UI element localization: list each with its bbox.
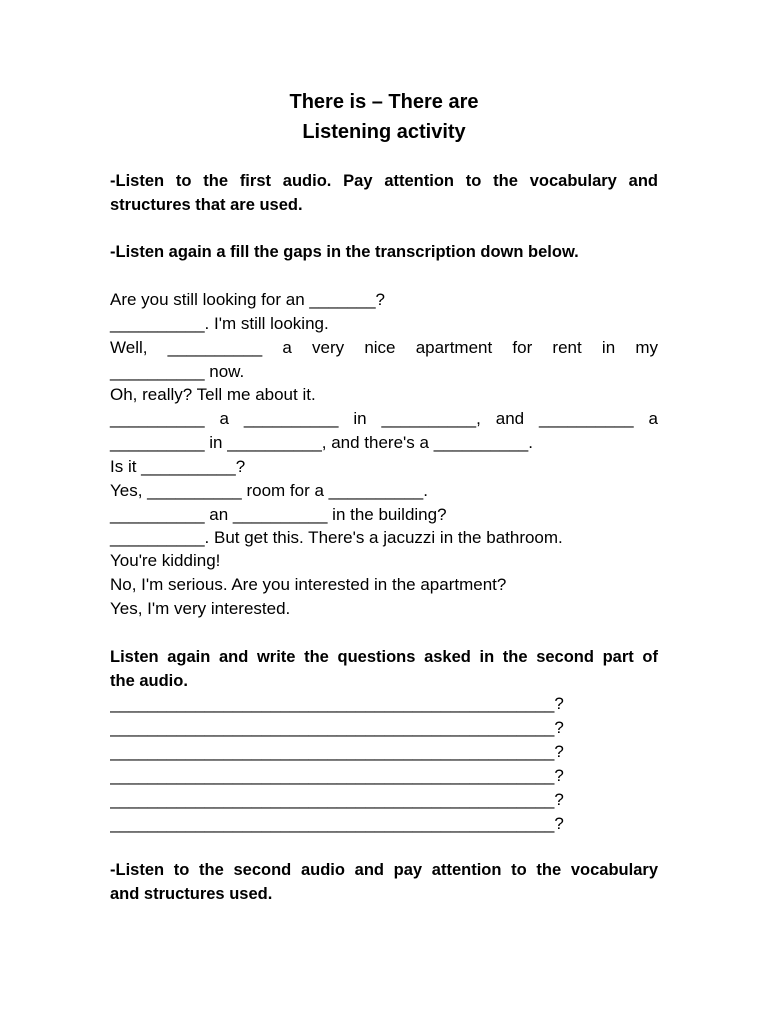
transcription-line: Yes, __________ room for a __________. — [110, 481, 428, 500]
transcription-line: You're kidding! — [110, 551, 221, 570]
transcription-line: Is it __________? — [110, 457, 246, 476]
transcription-line: Yes, I'm very interested. — [110, 599, 291, 618]
transcription-line: __________ now. — [110, 362, 245, 381]
transcription-line: Oh, really? Tell me about it. — [110, 385, 316, 404]
transcription-line: __________. But get this. There's a jacuzzi in the bathroom. — [110, 528, 563, 547]
question-answer-line: _______________________________________________? — [110, 790, 564, 809]
page-subtitle: Listening activity — [302, 121, 466, 143]
transcription-line: Are you still looking for an _______? — [110, 290, 386, 309]
instruction-first-audio-line2: structures that are used. — [110, 196, 303, 214]
instruction-write-questions-line2: the audio. — [110, 672, 188, 690]
page-title: There is – There are — [289, 91, 479, 113]
transcription-line: __________ a __________ in __________, and __________ a — [110, 409, 658, 428]
instruction-second-audio-line2: and structures used. — [110, 885, 273, 903]
transcription-line: No, I'm serious. Are you interested in the apartment? — [110, 575, 507, 594]
instruction-second-audio-line1: -Listen to the second audio and pay attention to the vocabulary — [110, 861, 658, 879]
instruction-first-audio-line1: -Listen to the first audio. Pay attention to the vocabulary and — [110, 172, 658, 190]
question-answer-line: _______________________________________________? — [110, 766, 564, 785]
instruction-fill-gaps: -Listen again a fill the gaps in the transcription down below. — [110, 243, 579, 261]
transcription-line: __________ an __________ in the building? — [110, 505, 447, 524]
question-answer-line: _______________________________________________? — [110, 742, 564, 761]
instruction-write-questions-line1: Listen again and write the questions asked in the second part of — [110, 648, 658, 666]
question-answer-line: _______________________________________________? — [110, 694, 564, 713]
question-answer-line: _______________________________________________? — [110, 814, 564, 833]
transcription-line: __________. I'm still looking. — [110, 314, 329, 333]
question-answer-line: _______________________________________________? — [110, 718, 564, 737]
transcription-line: __________ in __________, and there's a __________. — [110, 433, 533, 452]
transcription-line: Well, __________ a very nice apartment for rent in my — [110, 338, 658, 357]
